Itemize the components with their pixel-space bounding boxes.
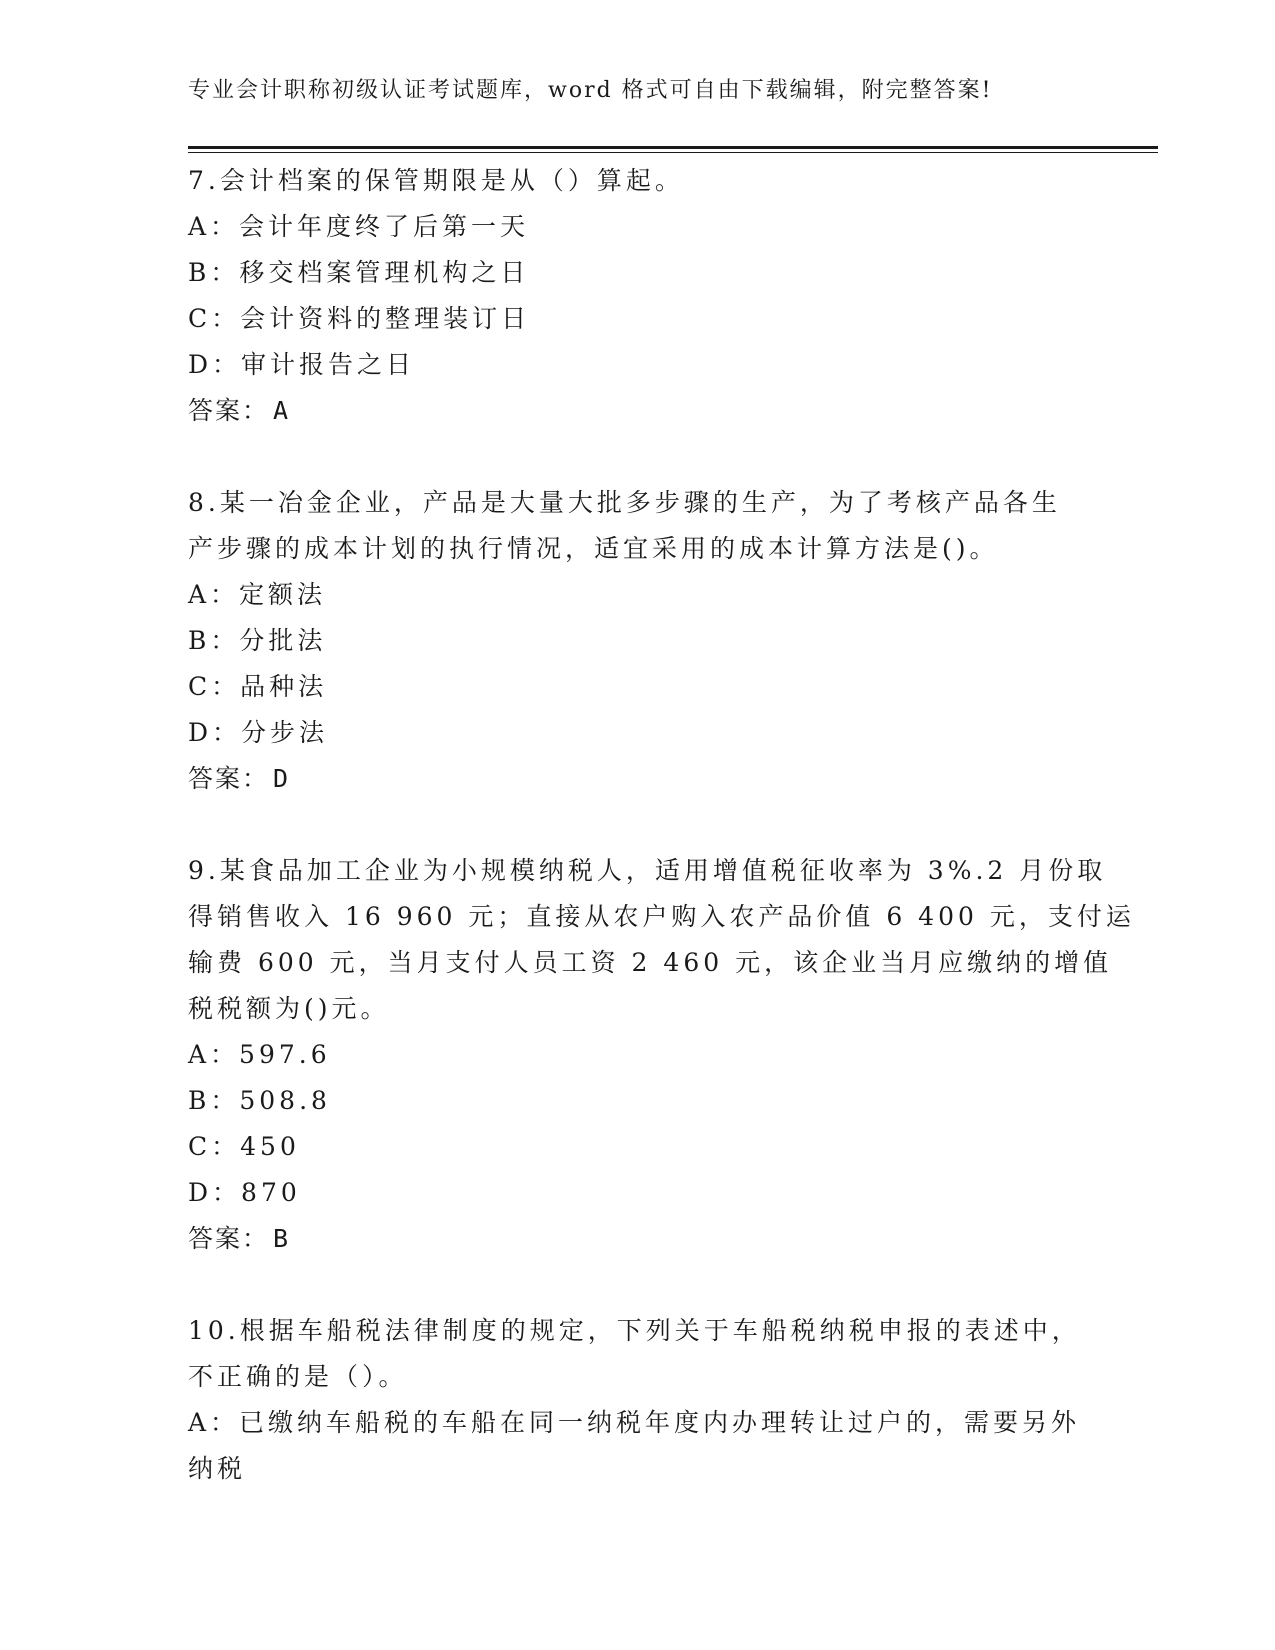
answer-line <box>188 388 1088 434</box>
option-c: C：会计资料的整理装订日 <box>188 304 531 333</box>
question-stem: 8.某一冶金企业，产品是大量大批多步骤的生产，为了考核产品各生 <box>188 488 1061 517</box>
option-b: B：分批法 <box>188 626 327 655</box>
answer-line <box>188 756 1088 802</box>
answer-value: D <box>273 764 291 793</box>
option-a: A：597.6 <box>188 1040 331 1069</box>
answer-line <box>188 1216 1088 1262</box>
answer-label: 答案： <box>188 1224 270 1253</box>
option-a-continued: 纳税 <box>188 1454 247 1483</box>
option-d: D：分步法 <box>188 718 329 747</box>
question-10 <box>188 1308 1088 1492</box>
question-stem: 10.根据车船税法律制度的规定，下列关于车船税纳税申报的表述中， <box>188 1316 1081 1345</box>
question-stem: 不正确的是（）。 <box>188 1362 408 1391</box>
answer-label: 答案： <box>188 764 270 793</box>
option-a: A：定额法 <box>188 580 327 609</box>
question-stem: 税税额为()元。 <box>188 994 390 1023</box>
option-b: B：508.8 <box>188 1086 331 1115</box>
question-9 <box>188 848 1135 1262</box>
question-7 <box>188 158 1088 434</box>
spacer <box>188 802 1088 848</box>
question-stem: 输费 600 元，当月支付人员工资 2 460 元，该企业当月应缴纳的增值 <box>188 948 1113 977</box>
question-stem: 得销售收入 16 960 元；直接从农户购入农产品价值 6 400 元，支付运 <box>188 902 1135 931</box>
question-list <box>188 158 1135 1492</box>
answer-label: 答案： <box>188 396 270 425</box>
option-d: D：870 <box>188 1178 301 1207</box>
spacer <box>188 434 1088 480</box>
header-rule-thin <box>188 152 1158 153</box>
option-a: A：会计年度终了后第一天 <box>188 212 530 241</box>
question-stem: 产步骤的成本计划的执行情况，适宜采用的成本计算方法是()。 <box>188 534 999 563</box>
option-d: D：审计报告之日 <box>188 350 416 379</box>
answer-value: B <box>273 1224 291 1253</box>
option-c: C：品种法 <box>188 672 328 701</box>
option-c: C：450 <box>188 1132 300 1161</box>
option-a: A：已缴纳车船税的车船在同一纳税年度内办理转让过户的，需要另外 <box>188 1408 1081 1437</box>
answer-value: A <box>273 396 291 425</box>
option-b: B：移交档案管理机构之日 <box>188 258 530 287</box>
header-rule-thick <box>188 146 1158 149</box>
question-stem: 7.会计档案的保管期限是从（）算起。 <box>188 166 684 195</box>
question-8 <box>188 480 1088 802</box>
page-header: 专业会计职称初级认证考试题库，word 格式可自由下载编辑，附完整答案! <box>188 78 993 103</box>
question-stem: 9.某食品加工企业为小规模纳税人，适用增值税征收率为 3%.2 月份取 <box>188 856 1107 885</box>
spacer <box>188 1262 1088 1308</box>
